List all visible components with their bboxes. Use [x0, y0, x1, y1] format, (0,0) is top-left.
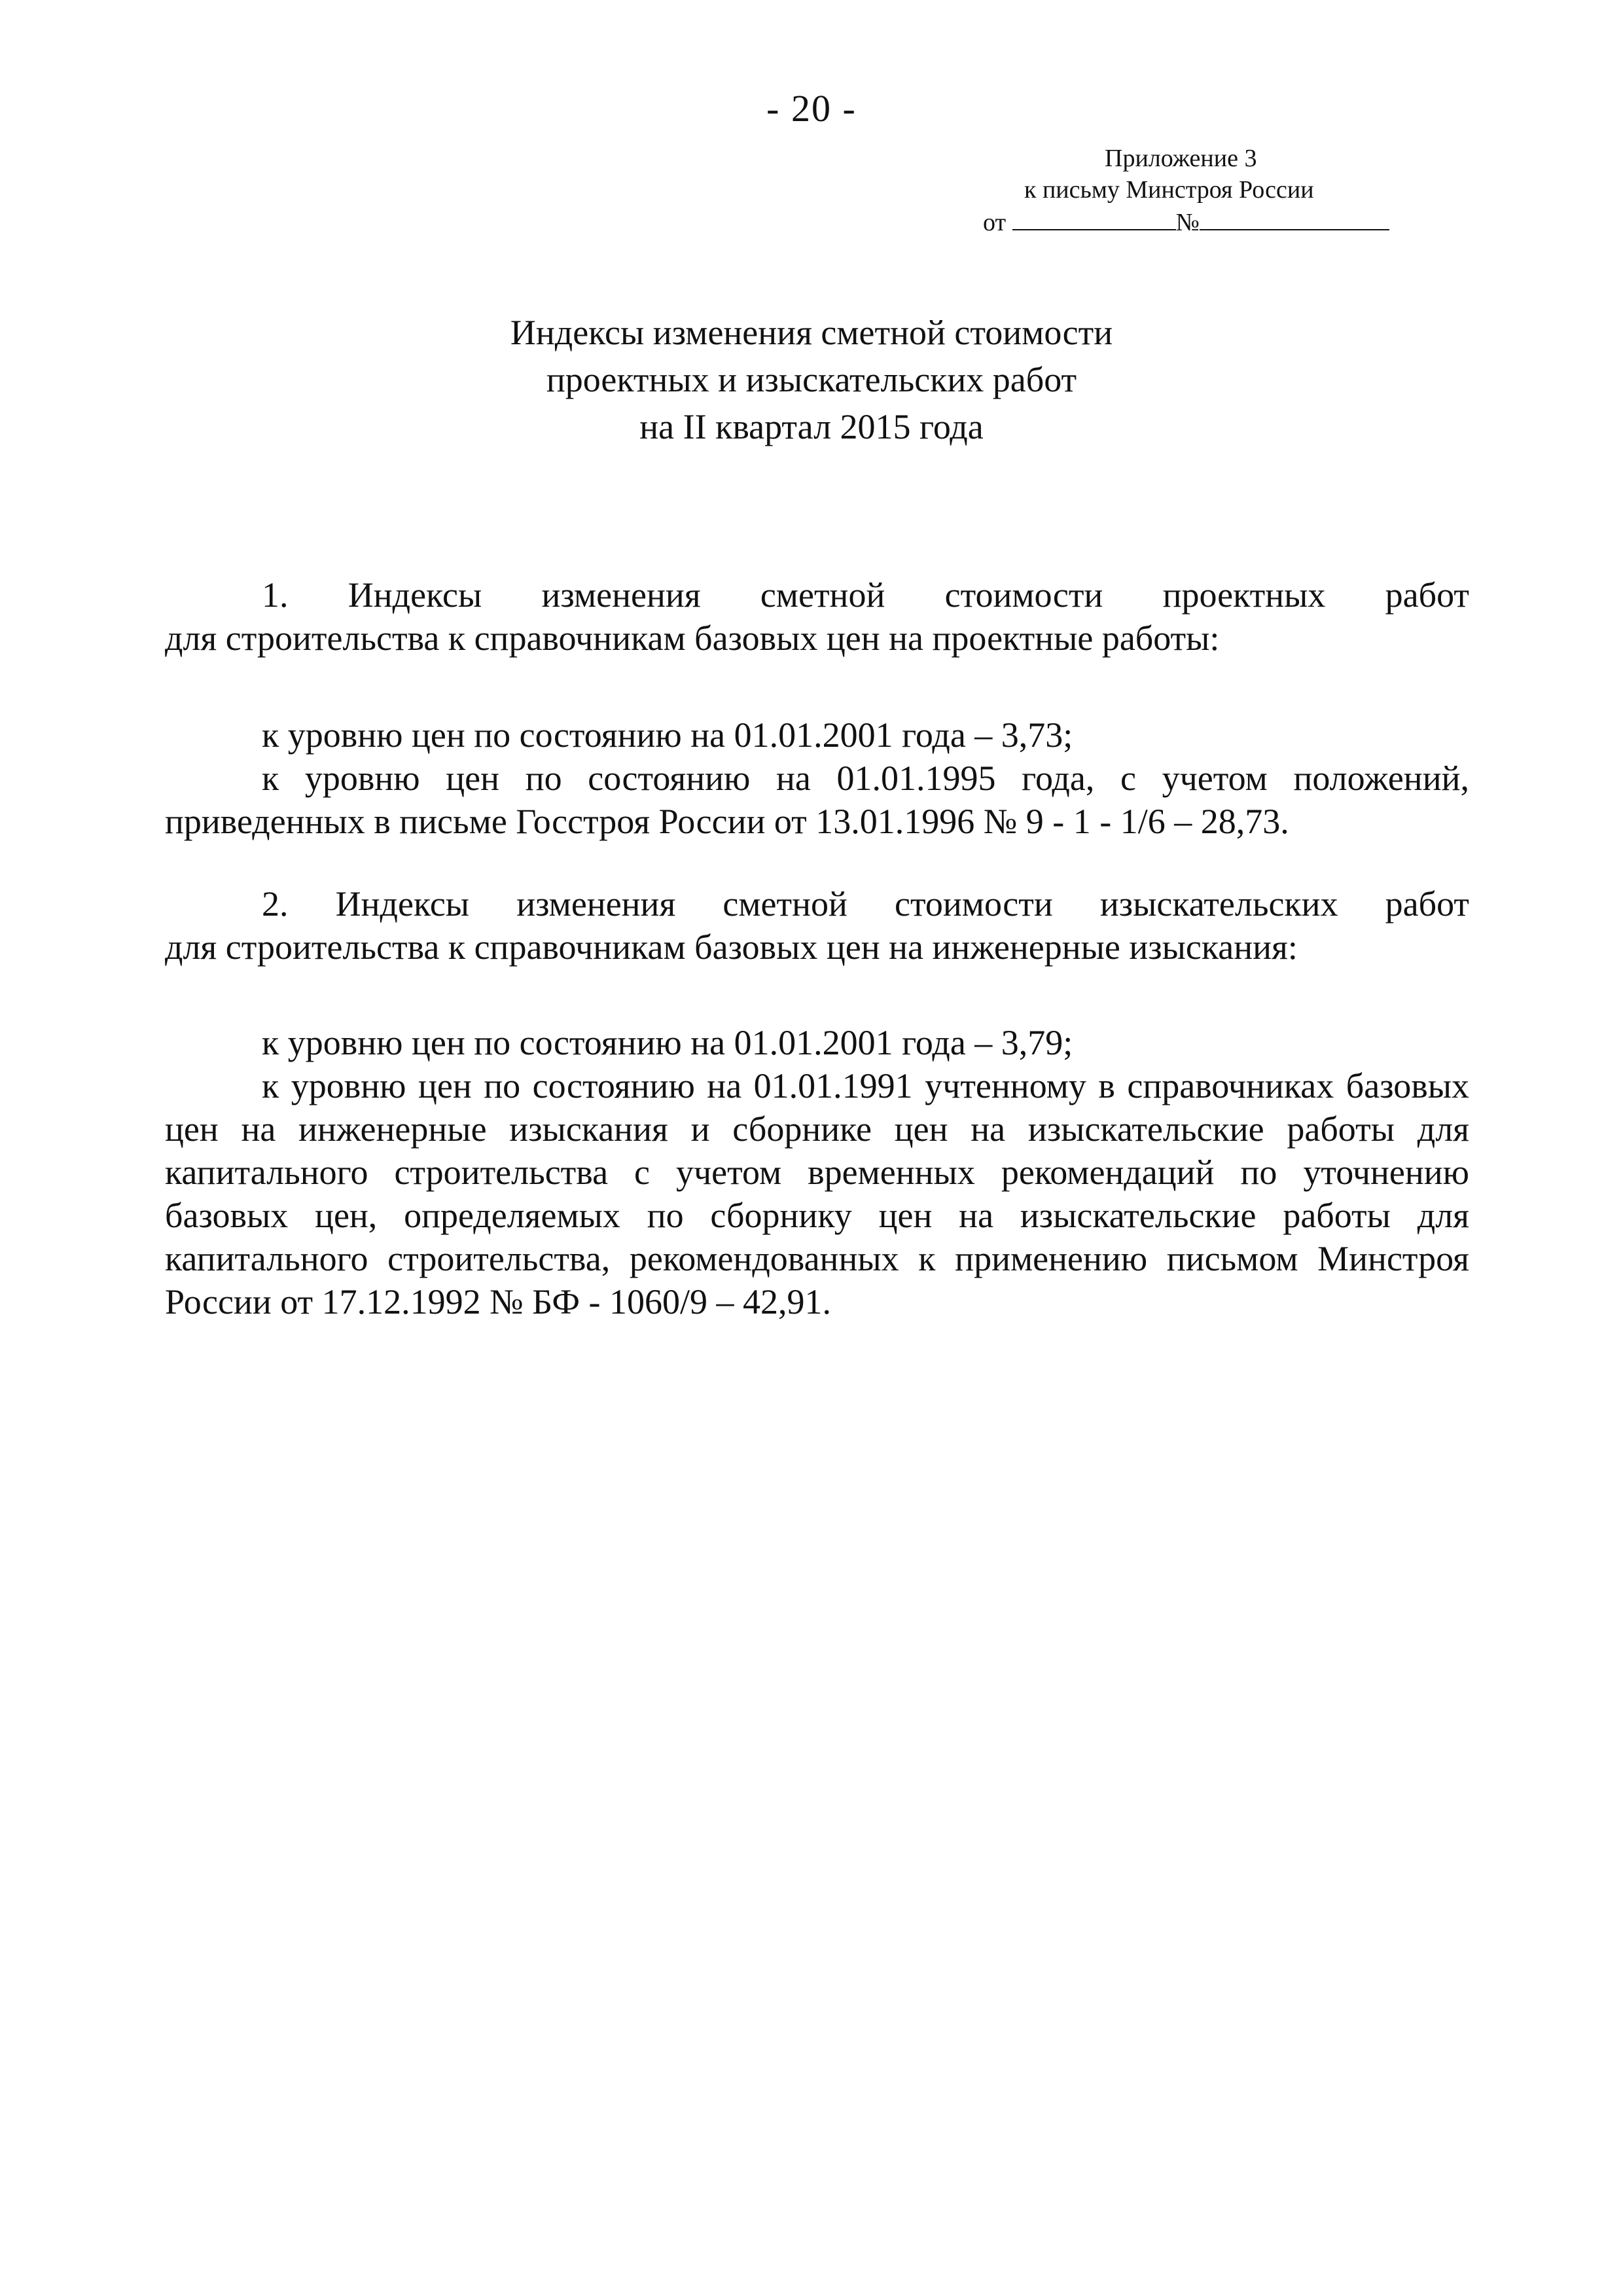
number-blank	[1200, 206, 1389, 230]
title-line-2: проектных и изыскательских работ	[546, 360, 1077, 399]
section-2-item-1: к уровню цен по состоянию на 01.01.2001 года – 3,79;	[262, 1023, 1073, 1062]
date-prefix: от	[983, 209, 1007, 236]
section-1-items	[165, 713, 1469, 843]
section-2-heading	[165, 882, 1469, 969]
section-1-heading-line-1: 1. Индексы изменения сметной стоимости проектных работ	[262, 575, 1469, 615]
section-2-heading-line-1: 2. Индексы изменения сметной стоимости изыскательских работ	[262, 884, 1469, 924]
section-1-heading-line-2: для строительства к справочникам базовых цен на проектные работы:	[165, 619, 1220, 658]
date-number-line	[969, 206, 1427, 238]
section-2-items	[165, 1021, 1469, 1323]
appendix-reference: к письму Минстроя России	[1024, 176, 1314, 204]
section-1-item-1: к уровню цен по состоянию на 01.01.2001 года – 3,73;	[262, 715, 1073, 755]
section-2-item-2: к уровню цен по состоянию на 01.01.1991 учтенному в справочниках базовых цен на инженерные изыскания и сборнике цен на изыскательские работы для капитального строительства с учетом временных рекомендаций по уточнению базовых цен, определяемых по сборнику цен на изыскательские работы для капитального строительства, рекомендованных к применению письмом Минстроя России от 17.12.1992 № БФ - 1060/9 – 42,91.	[165, 1066, 1469, 1321]
appendix-label: Приложение 3	[1105, 145, 1257, 172]
document-title	[0, 309, 1623, 450]
date-blank	[1012, 206, 1176, 230]
section-1-item-2: к уровню цен по состоянию на 01.01.1995 года, с учетом положений, приведенных в письме Госстроя России от 13.01.1996 № 9 - 1 - 1/6 – 28,73.	[165, 759, 1469, 841]
section-1-heading	[165, 573, 1469, 660]
section-2-heading-line-2: для строительства к справочникам базовых цен на инженерные изыскания:	[165, 927, 1298, 967]
number-sign: №	[1175, 209, 1200, 236]
title-line-3: на II квартал 2015 года	[639, 407, 984, 446]
title-line-1: Индексы изменения сметной стоимости	[510, 313, 1113, 352]
page-number: - 20 -	[766, 87, 857, 130]
appendix-header	[969, 143, 1427, 238]
